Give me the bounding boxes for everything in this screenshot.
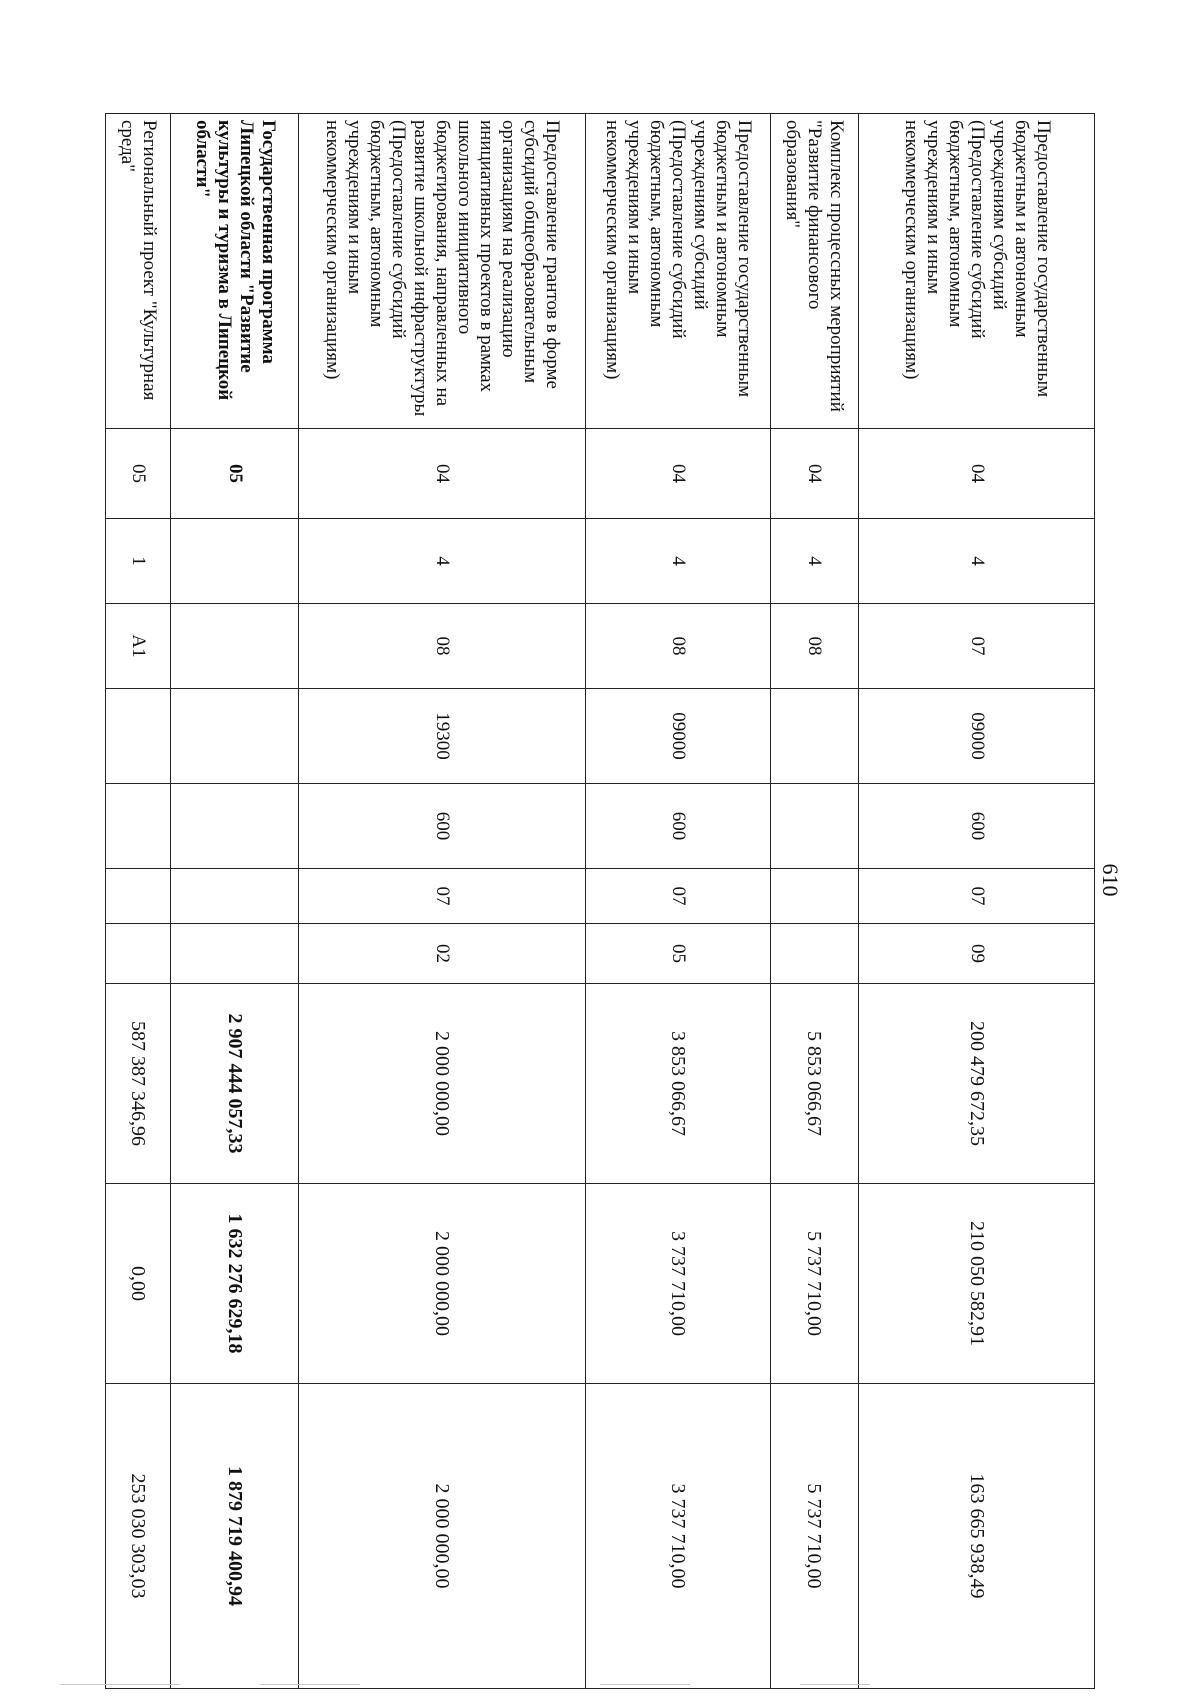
amount-year3-cell: 5 737 710,00 [770, 1384, 858, 1689]
rotated-table-wrapper [105, 113, 1095, 1688]
code-expense-type-cell [770, 784, 858, 869]
code-struct-cell: А1 [106, 604, 171, 689]
table-row [770, 114, 858, 1689]
code-expense-type-cell: 600 [586, 784, 771, 869]
amount-year3-cell: 253 030 303,03 [106, 1384, 171, 1689]
code-section-cell: 07 [586, 869, 771, 924]
row-name-cell: Государственная программа Липецкой области "Развитие культуры и туризма в Липецкой области" [171, 114, 299, 429]
code-gp-cell: 04 [298, 429, 585, 519]
budget-table [105, 113, 1095, 1689]
code-struct-cell: 07 [859, 604, 1095, 689]
code-section-cell [171, 869, 299, 924]
amount-year1-cell: 2 907 444 057,33 [171, 984, 299, 1184]
code-struct-cell: 08 [586, 604, 771, 689]
code-type-cell: 4 [586, 519, 771, 604]
code-subsection-cell [106, 924, 171, 984]
code-section-cell [770, 869, 858, 924]
table-row [106, 114, 171, 1689]
code-direction-cell: 09000 [859, 689, 1095, 784]
scan-artifact [60, 1684, 180, 1685]
table-row [298, 114, 585, 1689]
amount-year1-cell: 587 387 346,96 [106, 984, 171, 1184]
code-type-cell [171, 519, 299, 604]
code-direction-cell: 19300 [298, 689, 585, 784]
amount-year2-cell: 5 737 710,00 [770, 1184, 858, 1384]
code-gp-cell: 04 [859, 429, 1095, 519]
code-expense-type-cell: 600 [859, 784, 1095, 869]
code-expense-type-cell [106, 784, 171, 869]
code-type-cell: 4 [298, 519, 585, 604]
code-gp-cell: 05 [171, 429, 299, 519]
code-section-cell: 07 [859, 869, 1095, 924]
page-number: 610 [1098, 863, 1123, 897]
row-name-cell: Комплекс процессных мероприятий "Развитие финансового образования" [770, 114, 858, 429]
row-name-cell: Предоставление государственным бюджетным и автономным учреждениям субсидий (Предоставление субсидий бюджетным, автономным учреждениям и иным некоммерческим организациям) [859, 114, 1095, 429]
code-subsection-cell: 09 [859, 924, 1095, 984]
code-gp-cell: 04 [586, 429, 771, 519]
table-body [106, 114, 1095, 1689]
table-row [171, 114, 299, 1689]
code-struct-cell [171, 604, 299, 689]
code-expense-type-cell: 600 [298, 784, 585, 869]
code-direction-cell [106, 689, 171, 784]
amount-year1-cell: 5 853 066,67 [770, 984, 858, 1184]
amount-year2-cell: 2 000 000,00 [298, 1184, 585, 1384]
code-type-cell: 4 [859, 519, 1095, 604]
code-subsection-cell: 02 [298, 924, 585, 984]
table-row [586, 114, 771, 1689]
amount-year1-cell: 200 479 672,35 [859, 984, 1095, 1184]
code-section-cell [106, 869, 171, 924]
code-struct-cell: 08 [770, 604, 858, 689]
amount-year3-cell: 3 737 710,00 [586, 1384, 771, 1689]
scan-artifact [600, 1684, 690, 1685]
row-name-cell: Предоставление грантов в форме субсидий общеобразовательным организациям на реализацию инициативных проектов в рамках школьного инициативного бюджетирования, направленных на развитие школьной инфраструктуры (Предоставление субсидий бюджетным, автономным учреждениям и иным некоммерческим организациям) [298, 114, 585, 429]
amount-year3-cell: 1 879 719 400,94 [171, 1384, 299, 1689]
amount-year3-cell: 2 000 000,00 [298, 1384, 585, 1689]
amount-year3-cell: 163 665 938,49 [859, 1384, 1095, 1689]
code-subsection-cell [171, 924, 299, 984]
scan-artifact [800, 1684, 870, 1685]
code-subsection-cell: 05 [586, 924, 771, 984]
amount-year2-cell: 1 632 276 629,18 [171, 1184, 299, 1384]
code-direction-cell [770, 689, 858, 784]
row-name-cell: Предоставление государственным бюджетным и автономным учреждениям субсидий (Предоставление субсидий бюджетным, автономным учреждениям и иным некоммерческим организациям) [586, 114, 771, 429]
amount-year2-cell: 0,00 [106, 1184, 171, 1384]
amount-year1-cell: 3 853 066,67 [586, 984, 771, 1184]
code-direction-cell [171, 689, 299, 784]
amount-year2-cell: 210 050 582,91 [859, 1184, 1095, 1384]
code-gp-cell: 05 [106, 429, 171, 519]
code-expense-type-cell [171, 784, 299, 869]
code-type-cell: 1 [106, 519, 171, 604]
code-subsection-cell [770, 924, 858, 984]
code-direction-cell: 09000 [586, 689, 771, 784]
scan-artifact [260, 1684, 360, 1685]
amount-year2-cell: 3 737 710,00 [586, 1184, 771, 1384]
code-section-cell: 07 [298, 869, 585, 924]
table-row [859, 114, 1095, 1689]
row-name-cell: Региональный проект "Культурная среда" [106, 114, 171, 429]
code-struct-cell: 08 [298, 604, 585, 689]
amount-year1-cell: 2 000 000,00 [298, 984, 585, 1184]
code-type-cell: 4 [770, 519, 858, 604]
code-gp-cell: 04 [770, 429, 858, 519]
